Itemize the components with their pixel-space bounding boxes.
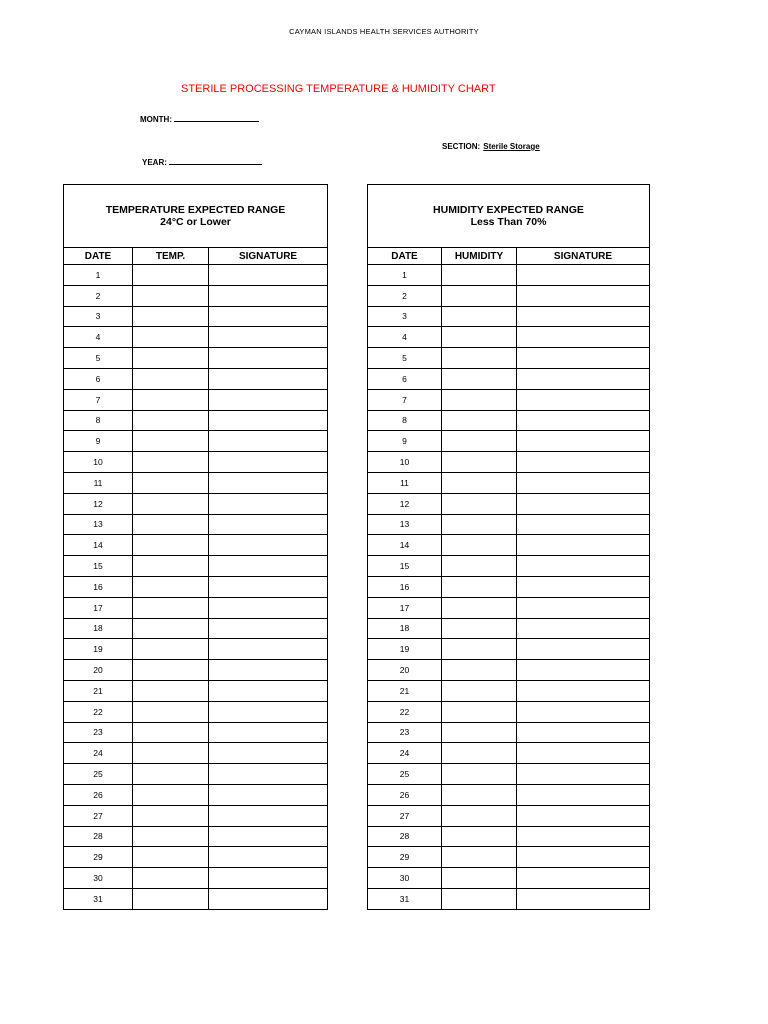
humidity-entry-cell[interactable] <box>442 265 517 286</box>
day-number: 17 <box>368 597 442 618</box>
humidity-row <box>368 888 650 909</box>
humidity-entry-cell[interactable] <box>442 660 517 681</box>
humidity-entry-cell[interactable] <box>442 826 517 847</box>
humidity-range-value: Less Than 70% <box>470 216 547 228</box>
humidity-row <box>368 847 650 868</box>
temp-entry-cell[interactable] <box>133 660 209 681</box>
signature-entry-cell[interactable] <box>209 556 328 577</box>
day-number: 13 <box>64 514 133 535</box>
temperature-row <box>64 556 328 577</box>
day-number: 21 <box>64 680 133 701</box>
day-number: 4 <box>64 327 133 348</box>
signature-entry-cell[interactable] <box>209 306 328 327</box>
day-number: 31 <box>64 888 133 909</box>
day-number: 16 <box>368 576 442 597</box>
day-number: 6 <box>368 368 442 389</box>
day-number: 3 <box>64 306 133 327</box>
day-number: 2 <box>64 285 133 306</box>
humidity-row <box>368 431 650 452</box>
column-header-signature: SIGNATURE <box>209 248 328 265</box>
signature-entry-cell[interactable] <box>209 618 328 639</box>
temperature-row <box>64 701 328 722</box>
section-label: SECTION: <box>442 142 481 151</box>
temp-entry-cell[interactable] <box>133 701 209 722</box>
humidity-entry-cell[interactable] <box>442 805 517 826</box>
humidity-entry-cell[interactable] <box>442 327 517 348</box>
humidity-entry-cell[interactable] <box>442 576 517 597</box>
day-number: 23 <box>368 722 442 743</box>
signature-entry-cell[interactable] <box>209 722 328 743</box>
day-number: 24 <box>64 743 133 764</box>
temperature-row <box>64 764 328 785</box>
humidity-entry-cell[interactable] <box>442 285 517 306</box>
year-label: YEAR: <box>142 158 167 167</box>
day-number: 9 <box>64 431 133 452</box>
temp-entry-cell[interactable] <box>133 368 209 389</box>
column-header-temp: TEMP. <box>133 248 209 265</box>
signature-entry-cell[interactable] <box>209 348 328 369</box>
day-number: 9 <box>368 431 442 452</box>
humidity-entry-cell[interactable] <box>442 514 517 535</box>
temp-entry-cell[interactable] <box>133 306 209 327</box>
signature-entry-cell[interactable] <box>209 847 328 868</box>
column-header-humidity: HUMIDITY <box>442 248 517 265</box>
humidity-entry-cell[interactable] <box>442 472 517 493</box>
day-number: 24 <box>368 743 442 764</box>
humidity-row <box>368 868 650 889</box>
signature-entry-cell[interactable] <box>209 743 328 764</box>
signature-entry-cell[interactable] <box>517 452 650 473</box>
day-number: 13 <box>368 514 442 535</box>
signature-entry-cell[interactable] <box>517 472 650 493</box>
day-number: 31 <box>368 888 442 909</box>
humidity-entry-cell[interactable] <box>442 784 517 805</box>
temperature-range-title: TEMPERATURE EXPECTED RANGE <box>105 204 286 216</box>
signature-entry-cell[interactable] <box>517 306 650 327</box>
temperature-row <box>64 826 328 847</box>
section-value: Sterile Storage <box>483 142 540 151</box>
humidity-row <box>368 576 650 597</box>
temp-entry-cell[interactable] <box>133 597 209 618</box>
humidity-row <box>368 764 650 785</box>
humidity-entry-cell[interactable] <box>442 535 517 556</box>
humidity-row <box>368 826 650 847</box>
day-number: 18 <box>368 618 442 639</box>
day-number: 1 <box>64 265 133 286</box>
signature-entry-cell[interactable] <box>209 576 328 597</box>
temp-entry-cell[interactable] <box>133 389 209 410</box>
signature-entry-cell[interactable] <box>517 888 650 909</box>
signature-entry-cell[interactable] <box>209 597 328 618</box>
humidity-row <box>368 389 650 410</box>
day-number: 22 <box>368 701 442 722</box>
year-blank-line[interactable] <box>169 157 262 165</box>
temp-entry-cell[interactable] <box>133 285 209 306</box>
signature-entry-cell[interactable] <box>209 493 328 514</box>
day-number: 10 <box>64 452 133 473</box>
day-number: 15 <box>64 556 133 577</box>
signature-entry-cell[interactable] <box>209 514 328 535</box>
authority-name: CAYMAN ISLANDS HEALTH SERVICES AUTHORITY <box>289 27 479 36</box>
humidity-log-table <box>367 184 650 910</box>
signature-entry-cell[interactable] <box>517 743 650 764</box>
humidity-row <box>368 660 650 681</box>
humidity-entry-cell[interactable] <box>442 680 517 701</box>
day-number: 7 <box>368 389 442 410</box>
signature-entry-cell[interactable] <box>209 431 328 452</box>
humidity-entry-cell[interactable] <box>442 639 517 660</box>
temperature-rows <box>64 265 328 910</box>
temperature-row <box>64 639 328 660</box>
humidity-row <box>368 743 650 764</box>
day-number: 20 <box>64 660 133 681</box>
day-number: 2 <box>368 285 442 306</box>
year-field[interactable] <box>142 157 262 167</box>
humidity-row <box>368 493 650 514</box>
temp-entry-cell[interactable] <box>133 639 209 660</box>
humidity-row <box>368 472 650 493</box>
temperature-row <box>64 389 328 410</box>
humidity-row <box>368 680 650 701</box>
signature-entry-cell[interactable] <box>517 826 650 847</box>
day-number: 26 <box>64 784 133 805</box>
temp-entry-cell[interactable] <box>133 868 209 889</box>
day-number: 16 <box>64 576 133 597</box>
day-number: 25 <box>64 764 133 785</box>
signature-entry-cell[interactable] <box>517 660 650 681</box>
signature-entry-cell[interactable] <box>209 888 328 909</box>
day-number: 5 <box>368 348 442 369</box>
day-number: 3 <box>368 306 442 327</box>
temp-entry-cell[interactable] <box>133 535 209 556</box>
humidity-range-header <box>368 185 650 248</box>
humidity-entry-cell[interactable] <box>442 618 517 639</box>
temp-entry-cell[interactable] <box>133 348 209 369</box>
temp-entry-cell[interactable] <box>133 452 209 473</box>
signature-entry-cell[interactable] <box>517 514 650 535</box>
humidity-row <box>368 701 650 722</box>
signature-entry-cell[interactable] <box>209 472 328 493</box>
humidity-row <box>368 535 650 556</box>
temperature-row <box>64 452 328 473</box>
day-number: 17 <box>64 597 133 618</box>
signature-entry-cell[interactable] <box>209 764 328 785</box>
humidity-row <box>368 285 650 306</box>
temp-entry-cell[interactable] <box>133 431 209 452</box>
humidity-entry-cell[interactable] <box>442 847 517 868</box>
humidity-row <box>368 639 650 660</box>
temperature-row <box>64 327 328 348</box>
day-number: 19 <box>368 639 442 660</box>
humidity-entry-cell[interactable] <box>442 888 517 909</box>
column-header-date: DATE <box>64 248 133 265</box>
humidity-row <box>368 805 650 826</box>
day-number: 12 <box>64 493 133 514</box>
temp-entry-cell[interactable] <box>133 847 209 868</box>
temperature-row <box>64 680 328 701</box>
temperature-row <box>64 265 328 286</box>
humidity-entry-cell[interactable] <box>442 493 517 514</box>
day-number: 30 <box>368 868 442 889</box>
signature-entry-cell[interactable] <box>517 368 650 389</box>
signature-entry-cell[interactable] <box>517 265 650 286</box>
humidity-entry-cell[interactable] <box>442 431 517 452</box>
signature-entry-cell[interactable] <box>517 764 650 785</box>
humidity-row <box>368 597 650 618</box>
day-number: 22 <box>64 701 133 722</box>
humidity-row <box>368 514 650 535</box>
temp-entry-cell[interactable] <box>133 826 209 847</box>
temp-entry-cell[interactable] <box>133 618 209 639</box>
temperature-row <box>64 597 328 618</box>
month-blank-line[interactable] <box>174 114 259 122</box>
temp-entry-cell[interactable] <box>133 743 209 764</box>
humidity-entry-cell[interactable] <box>442 722 517 743</box>
humidity-row <box>368 368 650 389</box>
signature-entry-cell[interactable] <box>517 597 650 618</box>
signature-entry-cell[interactable] <box>209 535 328 556</box>
temperature-row <box>64 722 328 743</box>
temperature-range-value: 24°C or Lower <box>160 216 231 228</box>
humidity-row <box>368 452 650 473</box>
temp-entry-cell[interactable] <box>133 576 209 597</box>
temp-entry-cell[interactable] <box>133 327 209 348</box>
signature-entry-cell[interactable] <box>517 348 650 369</box>
document-title: STERILE PROCESSING TEMPERATURE & HUMIDITY CHART <box>181 83 496 95</box>
day-number: 15 <box>368 556 442 577</box>
signature-entry-cell[interactable] <box>209 784 328 805</box>
temperature-row <box>64 431 328 452</box>
day-number: 28 <box>64 826 133 847</box>
signature-entry-cell[interactable] <box>517 493 650 514</box>
month-label: MONTH: <box>140 115 172 124</box>
temp-entry-cell[interactable] <box>133 784 209 805</box>
day-number: 12 <box>368 493 442 514</box>
temperature-range-header <box>64 185 328 248</box>
day-number: 25 <box>368 764 442 785</box>
temperature-row <box>64 493 328 514</box>
signature-entry-cell[interactable] <box>517 701 650 722</box>
day-number: 29 <box>368 847 442 868</box>
day-number: 21 <box>368 680 442 701</box>
humidity-entry-cell[interactable] <box>442 348 517 369</box>
day-number: 30 <box>64 868 133 889</box>
humidity-entry-cell[interactable] <box>442 764 517 785</box>
humidity-row <box>368 410 650 431</box>
day-number: 19 <box>64 639 133 660</box>
temperature-row <box>64 784 328 805</box>
humidity-entry-cell[interactable] <box>442 389 517 410</box>
temperature-row <box>64 743 328 764</box>
day-number: 27 <box>368 805 442 826</box>
humidity-entry-cell[interactable] <box>442 556 517 577</box>
temperature-row <box>64 618 328 639</box>
temperature-row <box>64 868 328 889</box>
temperature-row <box>64 472 328 493</box>
humidity-row <box>368 618 650 639</box>
temperature-log-table <box>63 184 328 910</box>
day-number: 23 <box>64 722 133 743</box>
humidity-entry-cell[interactable] <box>442 597 517 618</box>
day-number: 28 <box>368 826 442 847</box>
humidity-row <box>368 265 650 286</box>
temp-entry-cell[interactable] <box>133 764 209 785</box>
signature-entry-cell[interactable] <box>517 389 650 410</box>
signature-entry-cell[interactable] <box>209 368 328 389</box>
signature-entry-cell[interactable] <box>209 410 328 431</box>
temperature-row <box>64 576 328 597</box>
day-number: 20 <box>368 660 442 681</box>
temp-entry-cell[interactable] <box>133 722 209 743</box>
signature-entry-cell[interactable] <box>517 327 650 348</box>
humidity-rows <box>368 265 650 910</box>
day-number: 29 <box>64 847 133 868</box>
signature-entry-cell[interactable] <box>517 556 650 577</box>
signature-entry-cell[interactable] <box>209 868 328 889</box>
humidity-entry-cell[interactable] <box>442 452 517 473</box>
column-header-signature: SIGNATURE <box>517 248 650 265</box>
signature-entry-cell[interactable] <box>517 410 650 431</box>
humidity-entry-cell[interactable] <box>442 868 517 889</box>
temperature-row <box>64 847 328 868</box>
day-number: 10 <box>368 452 442 473</box>
signature-entry-cell[interactable] <box>517 680 650 701</box>
temperature-row <box>64 888 328 909</box>
humidity-row <box>368 784 650 805</box>
temperature-row <box>64 285 328 306</box>
signature-entry-cell[interactable] <box>209 680 328 701</box>
day-number: 14 <box>64 535 133 556</box>
day-number: 18 <box>64 618 133 639</box>
temp-entry-cell[interactable] <box>133 805 209 826</box>
humidity-entry-cell[interactable] <box>442 306 517 327</box>
day-number: 14 <box>368 535 442 556</box>
signature-entry-cell[interactable] <box>517 285 650 306</box>
temp-entry-cell[interactable] <box>133 556 209 577</box>
humidity-entry-cell[interactable] <box>442 743 517 764</box>
signature-entry-cell[interactable] <box>517 722 650 743</box>
temp-entry-cell[interactable] <box>133 514 209 535</box>
temp-entry-cell[interactable] <box>133 265 209 286</box>
temperature-row <box>64 348 328 369</box>
signature-entry-cell[interactable] <box>209 805 328 826</box>
day-number: 5 <box>64 348 133 369</box>
temperature-row <box>64 514 328 535</box>
signature-entry-cell[interactable] <box>517 639 650 660</box>
signature-entry-cell[interactable] <box>209 327 328 348</box>
humidity-row <box>368 327 650 348</box>
day-number: 11 <box>368 472 442 493</box>
temperature-row <box>64 368 328 389</box>
day-number: 4 <box>368 327 442 348</box>
signature-entry-cell[interactable] <box>209 639 328 660</box>
signature-entry-cell[interactable] <box>209 701 328 722</box>
signature-entry-cell[interactable] <box>517 784 650 805</box>
humidity-entry-cell[interactable] <box>442 701 517 722</box>
humidity-entry-cell[interactable] <box>442 410 517 431</box>
temperature-row <box>64 805 328 826</box>
day-number: 8 <box>64 410 133 431</box>
temp-entry-cell[interactable] <box>133 888 209 909</box>
signature-entry-cell[interactable] <box>209 389 328 410</box>
temperature-row <box>64 306 328 327</box>
temperature-row <box>64 410 328 431</box>
signature-entry-cell[interactable] <box>209 285 328 306</box>
signature-entry-cell[interactable] <box>517 535 650 556</box>
humidity-range-title: HUMIDITY EXPECTED RANGE <box>433 204 584 216</box>
day-number: 8 <box>368 410 442 431</box>
signature-entry-cell[interactable] <box>517 431 650 452</box>
humidity-row <box>368 348 650 369</box>
signature-entry-cell[interactable] <box>517 805 650 826</box>
column-header-date: DATE <box>368 248 442 265</box>
humidity-entry-cell[interactable] <box>442 368 517 389</box>
signature-entry-cell[interactable] <box>209 660 328 681</box>
signature-entry-cell[interactable] <box>517 618 650 639</box>
temperature-row <box>64 535 328 556</box>
day-number: 1 <box>368 265 442 286</box>
signature-entry-cell[interactable] <box>209 265 328 286</box>
temperature-row <box>64 660 328 681</box>
temp-entry-cell[interactable] <box>133 410 209 431</box>
month-field[interactable] <box>140 114 259 124</box>
signature-entry-cell[interactable] <box>209 452 328 473</box>
humidity-row <box>368 306 650 327</box>
signature-entry-cell[interactable] <box>517 576 650 597</box>
temp-entry-cell[interactable] <box>133 680 209 701</box>
signature-entry-cell[interactable] <box>517 868 650 889</box>
humidity-row <box>368 556 650 577</box>
section-field <box>442 142 540 151</box>
temp-entry-cell[interactable] <box>133 493 209 514</box>
day-number: 27 <box>64 805 133 826</box>
humidity-row <box>368 722 650 743</box>
signature-entry-cell[interactable] <box>209 826 328 847</box>
day-number: 26 <box>368 784 442 805</box>
day-number: 7 <box>64 389 133 410</box>
signature-entry-cell[interactable] <box>517 847 650 868</box>
day-number: 6 <box>64 368 133 389</box>
temp-entry-cell[interactable] <box>133 472 209 493</box>
day-number: 11 <box>64 472 133 493</box>
